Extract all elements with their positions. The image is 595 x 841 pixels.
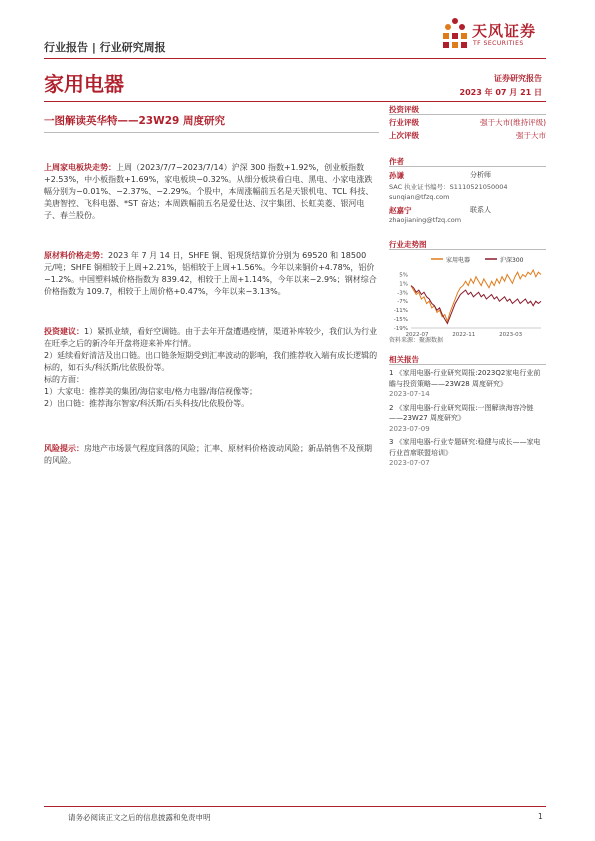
y-tick-label: -3% bbox=[397, 290, 408, 297]
footer-disclaimer: 请务必阅读正文之后的信息披露和免责申明 bbox=[68, 813, 211, 822]
report-category: 行业报告 | 行业研究周报 bbox=[44, 41, 166, 54]
x-tick-label: 2022-11 bbox=[452, 332, 476, 338]
advice-line: 标的方面： bbox=[44, 375, 84, 384]
author-email[interactable]: zhaojianing@tfzq.com bbox=[389, 216, 462, 224]
legend-label: 家用电器 bbox=[446, 257, 471, 264]
series-line-home-appliances bbox=[411, 270, 541, 321]
page-number: 1 bbox=[538, 812, 543, 821]
logo-mark-icon bbox=[440, 17, 470, 55]
advice-line: 2）延续看好清洁及出口链。出口链条短期受到汇率波动的影响，我们推荐收入端有成长逻辑的标的，如石头/科沃斯/比依股份等。 bbox=[44, 351, 378, 372]
report-type: 证券研究报告 bbox=[494, 74, 542, 83]
section-label: 原材料价格走势： bbox=[44, 251, 108, 260]
author-name: 赵嘉宁 bbox=[389, 206, 412, 215]
y-tick-label: 1% bbox=[399, 281, 408, 288]
header-divider bbox=[44, 58, 546, 59]
related-item[interactable] bbox=[389, 403, 546, 424]
section-text: 2023 年 7 月 14 日，SHFE 铜、铝现货结算价分别为 69520 和 18500 元/吨；SHFE 铜相较于上周+2.21%，铝相较于上周+1.56%。今年以来铜价+4.78%，铝价−1.2%。中国塑料城价格指数为 839.42，相较于上周+1.14%，今年以来−2.9%；钢材综合价格指数为 109.7，相较于上周价格+0.47%，今年以来−3.13%。 bbox=[44, 251, 377, 296]
trend-heading: 行业走势图 bbox=[389, 240, 427, 249]
section-text: 上周（2023/7/7−2023/7/14）沪深 300 指数+1.92%，创业板指数+2.53%，中小板指数+1.69%，家电板块−0.32%。从细分板块看白电、黑电、小家电涨跌幅分别为−0.01%、−2.37%、−2.29%。个股中，本周涨幅前五名是天银机电、TCL 科技、美唐智控、飞科电器、*ST 奋达；本周跌幅前五名是爱仕达、汉宇集团、长虹美菱、银河电子、春兰股份。 bbox=[44, 163, 374, 220]
trend-divider bbox=[389, 249, 546, 250]
rating-key: 行业评级 bbox=[389, 118, 419, 127]
section-risk bbox=[44, 443, 379, 467]
author-role: 联系人 bbox=[470, 206, 491, 214]
related-heading: 相关报告 bbox=[389, 355, 419, 364]
logo-text-en: TF SECURITIES bbox=[473, 40, 524, 47]
rating-heading: 投资评级 bbox=[389, 105, 419, 114]
title-divider bbox=[44, 101, 546, 102]
authors-heading: 作者 bbox=[389, 157, 404, 166]
section-sector-trend bbox=[44, 162, 379, 222]
author-cert: SAC 执业证书编号：S1110521050004 bbox=[389, 183, 508, 191]
related-item-date: 2023-07-07 bbox=[389, 459, 430, 467]
section-text: 房地产市场景气程度回落的风险；汇率、原材料价格波动风险；新品销售不及预期的风险。 bbox=[44, 444, 372, 465]
author-role: 分析师 bbox=[470, 171, 491, 179]
advice-line: 2）出口链：推荐海尔智家/科沃斯/石头科技/比依股份等。 bbox=[44, 399, 250, 408]
legend-label: 沪深300 bbox=[500, 257, 524, 264]
x-tick-label: 2023-03 bbox=[499, 332, 523, 338]
subtitle-divider bbox=[44, 132, 379, 133]
rating-value: 强于大市 bbox=[516, 131, 546, 140]
related-item-text[interactable]: 1 《家用电器-行业研究周报:2023Q2家电行业前瞻与投资策略——23W28 周度研究》 bbox=[389, 369, 541, 388]
report-date: 2023 年 07 月 21 日 bbox=[459, 88, 542, 97]
report-subtitle: 一图解读英华特——23W29 周度研究 bbox=[44, 115, 225, 127]
authors-divider bbox=[389, 166, 546, 167]
y-tick-label: -15% bbox=[393, 317, 408, 324]
y-tick-label: 5% bbox=[399, 272, 408, 279]
rating-divider bbox=[389, 114, 546, 115]
related-divider bbox=[389, 364, 546, 365]
section-label: 风险提示： bbox=[44, 444, 84, 453]
y-tick-label: -11% bbox=[393, 308, 408, 315]
logo-text-cn: 天风证券 bbox=[472, 22, 537, 40]
related-item-text[interactable]: 3 《家用电器-行业专题研究:稳健与成长——家电行业首席联盟培训》 bbox=[389, 438, 541, 457]
related-item-date: 2023-07-09 bbox=[389, 424, 430, 433]
author-email[interactable]: sunqian@tfzq.com bbox=[389, 193, 450, 201]
rating-key: 上次评级 bbox=[389, 131, 419, 140]
related-item-date: 2023-07-14 bbox=[389, 390, 430, 398]
advice-line: 1）大家电：推荐美的集团/海信家电/格力电器/海信视像等； bbox=[44, 387, 258, 396]
section-advice bbox=[44, 326, 379, 410]
y-tick-label: -19% bbox=[393, 326, 408, 332]
section-materials bbox=[44, 250, 379, 298]
related-item[interactable] bbox=[389, 368, 546, 389]
author-name: 孙谦 bbox=[389, 171, 404, 180]
section-label: 上周家电板块走势： bbox=[44, 163, 116, 172]
section-label: 投资建议： bbox=[44, 327, 84, 336]
related-item[interactable] bbox=[389, 437, 546, 458]
trend-chart bbox=[389, 252, 546, 347]
related-list bbox=[389, 368, 546, 469]
related-item-text[interactable]: 2 《家用电器-行业研究周报:一图解读海容冷链——23W27 周度研究》 bbox=[389, 403, 534, 422]
footer-divider bbox=[44, 806, 546, 807]
tf-securities-logo bbox=[440, 17, 555, 57]
trend-chart-svg bbox=[389, 252, 546, 347]
trend-source: 资料来源：聚源数据 bbox=[389, 337, 444, 344]
sector-title: 家用电器 bbox=[44, 72, 124, 96]
x-tick-label: 2022-07 bbox=[405, 332, 429, 338]
section-text: 1）紧抓业绩，看好空调链。由于去年开盘遭遇疫情，渠道补库较少，我们认为行业在旺季之后的新冷年开盘将迎来补库行情。 bbox=[44, 327, 378, 348]
y-tick-label: -7% bbox=[397, 299, 408, 306]
rating-value: 强于大市(维持评级) bbox=[480, 118, 546, 127]
